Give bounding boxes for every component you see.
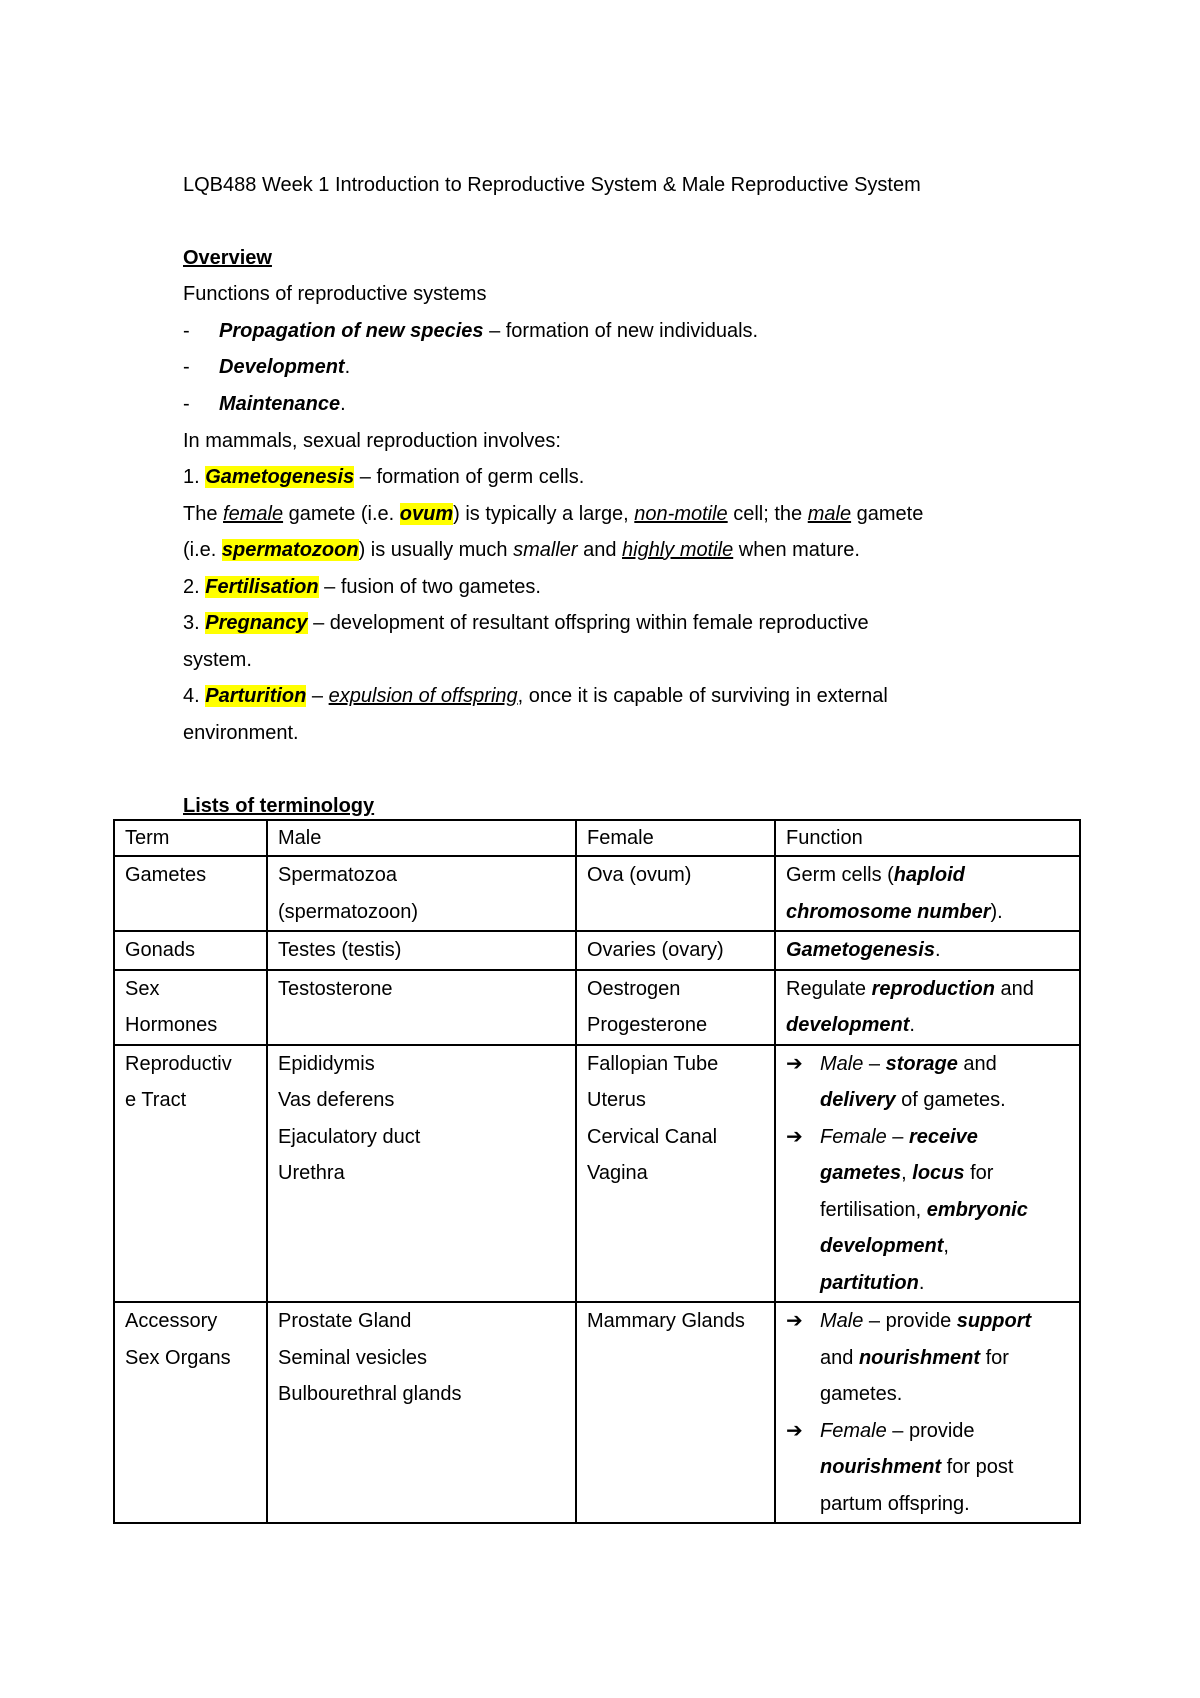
emphasis: reproduction xyxy=(871,977,995,1000)
step-term: Fertilisation xyxy=(205,576,319,598)
female-item: Ova (ovum) xyxy=(587,864,692,886)
header-male: Male xyxy=(267,820,576,856)
emphasis: Gametogenesis xyxy=(786,939,935,961)
function-line xyxy=(786,971,1073,1008)
function-line xyxy=(786,1155,1073,1192)
text: Female xyxy=(820,1419,887,1442)
text: Germ cells ( xyxy=(786,864,894,886)
header-term: Term xyxy=(114,820,267,856)
mammals-intro: In mammals, sexual reproduction involves: xyxy=(183,430,561,452)
cell-function xyxy=(775,931,1080,970)
male-item: Ejaculatory duct xyxy=(278,1125,421,1148)
step-pregnancy xyxy=(183,610,869,636)
function-line xyxy=(786,1340,1073,1377)
bullet-text: – formation of new individuals. xyxy=(483,320,759,342)
function-line xyxy=(786,932,1073,969)
text: of gametes. xyxy=(895,1089,1006,1111)
male-term: male xyxy=(807,503,852,525)
bullet-development xyxy=(183,354,350,380)
emphasis: nourishment xyxy=(820,1456,942,1478)
emphasis: receive xyxy=(908,1125,978,1148)
bullet-dash: - xyxy=(183,356,190,378)
cell-female xyxy=(576,1045,775,1303)
table-row-reproductive-tract xyxy=(114,1045,1080,1303)
female-item: Oestrogen xyxy=(587,977,681,1000)
text: and xyxy=(577,539,623,561)
function-line xyxy=(786,1082,1073,1119)
terminology-heading: Lists of terminology xyxy=(183,795,375,817)
bullet-text: . xyxy=(340,393,346,415)
bullet-term: Development xyxy=(219,356,345,378)
functions-heading: Functions of reproductive systems xyxy=(183,283,487,305)
function-line xyxy=(786,857,1073,894)
cell-function xyxy=(775,856,1080,931)
bullet-maintenance xyxy=(183,391,346,417)
function-line xyxy=(786,1046,1073,1083)
text: Regulate xyxy=(786,977,872,1000)
emphasis: haploid xyxy=(893,864,965,886)
text: when mature. xyxy=(733,539,860,561)
text: for post xyxy=(941,1456,1014,1478)
step-parturition xyxy=(183,683,888,709)
table-row-gonads xyxy=(114,931,1080,970)
text: Male xyxy=(820,1310,864,1332)
text: . xyxy=(918,1271,925,1294)
text: – xyxy=(886,1125,909,1148)
function-line xyxy=(786,1303,1073,1340)
ovum-term: ovum xyxy=(399,503,454,525)
male-item: Epididymis xyxy=(278,1052,375,1075)
text: for xyxy=(964,1162,994,1184)
arrow-icon: ➔ xyxy=(786,1310,803,1332)
function-line xyxy=(786,1192,1073,1229)
text: and xyxy=(994,977,1034,1000)
arrow-icon: ➔ xyxy=(786,1419,803,1442)
function-line xyxy=(786,1119,1073,1156)
text: ) is typically a large, xyxy=(453,503,635,525)
step-term: Pregnancy xyxy=(205,612,308,634)
header-female: Female xyxy=(576,820,775,856)
term-text: Sex xyxy=(125,977,160,1000)
cell-function xyxy=(775,970,1080,1045)
emphasis: embryonic xyxy=(926,1198,1028,1221)
text: . xyxy=(934,939,941,961)
highly-motile-term: highly motile xyxy=(622,539,734,561)
cell-male xyxy=(267,1045,576,1303)
term-text: Sex Organs xyxy=(125,1346,231,1369)
function-line xyxy=(786,1228,1073,1265)
terminology-table xyxy=(113,819,1081,1524)
gamete-description-line1 xyxy=(183,501,923,527)
function-line: gametes. xyxy=(820,1383,903,1405)
function-line: partum offspring. xyxy=(820,1492,970,1515)
expulsion-term: expulsion of offspring xyxy=(328,685,518,707)
arrow-icon: ➔ xyxy=(786,1052,803,1075)
term-text: Accessory xyxy=(125,1310,218,1332)
text: Female xyxy=(820,1125,887,1148)
emphasis: support xyxy=(956,1310,1032,1332)
text: fertilisation, xyxy=(820,1198,927,1221)
step-text: – formation of germ cells. xyxy=(354,466,585,488)
male-item: Testosterone xyxy=(278,977,393,1000)
step-number: 3. xyxy=(183,612,206,634)
text: The xyxy=(183,503,224,525)
emphasis: chromosome number xyxy=(786,900,991,923)
cell-male xyxy=(267,1302,576,1523)
bullet-term: Propagation of new species xyxy=(219,320,484,342)
function-line xyxy=(786,894,1073,931)
step-text: , once it is capable of surviving in external xyxy=(517,685,888,707)
step-number: 1. xyxy=(183,466,206,488)
text: – provide xyxy=(886,1419,975,1442)
cell-male xyxy=(267,970,576,1045)
term-text: Reproductiv xyxy=(125,1052,232,1075)
text: and xyxy=(820,1346,859,1369)
female-item: Vagina xyxy=(587,1162,648,1184)
step-text: – xyxy=(306,685,329,707)
text: gamete (i.e. xyxy=(283,503,400,525)
gamete-description-line2 xyxy=(183,537,860,563)
spermatozoon-term: spermatozoon xyxy=(221,539,359,561)
emphasis: nourishment xyxy=(858,1346,981,1369)
text: – xyxy=(863,1052,886,1075)
text: . xyxy=(909,1014,915,1036)
table-row-sex-hormones xyxy=(114,970,1080,1045)
cell-female xyxy=(576,931,775,970)
emphasis: storage xyxy=(885,1052,958,1075)
text: ). xyxy=(990,900,1003,923)
step-number: 4. xyxy=(183,685,206,707)
cell-female xyxy=(576,856,775,931)
cell-term xyxy=(114,856,267,931)
emphasis: development xyxy=(786,1014,910,1036)
male-item: Prostate Gland xyxy=(278,1310,412,1332)
term-text: Gonads xyxy=(125,939,196,961)
male-item: Vas deferens xyxy=(278,1089,395,1111)
term-text: e Tract xyxy=(125,1089,187,1111)
female-item: Mammary Glands xyxy=(587,1310,745,1332)
cell-male xyxy=(267,931,576,970)
cell-female xyxy=(576,970,775,1045)
cell-function xyxy=(775,1302,1080,1523)
text: – provide xyxy=(863,1310,957,1332)
non-motile-term: non-motile xyxy=(634,503,728,525)
text: , xyxy=(943,1235,949,1257)
step-number: 2. xyxy=(183,576,206,598)
female-item: Progesterone xyxy=(587,1014,708,1036)
cell-function xyxy=(775,1045,1080,1303)
cell-term xyxy=(114,1302,267,1523)
text: for xyxy=(980,1346,1009,1369)
emphasis: locus xyxy=(912,1162,965,1184)
function-line xyxy=(786,1265,1073,1302)
function-line xyxy=(786,1413,1073,1450)
male-item: Testes (testis) xyxy=(278,939,402,961)
document-title: LQB488 Week 1 Introduction to Reproductive System & Male Reproductive System xyxy=(183,174,921,196)
text: (i.e. xyxy=(183,539,222,561)
cell-term xyxy=(114,931,267,970)
bullet-dash: - xyxy=(183,393,190,415)
text: , xyxy=(901,1162,913,1184)
overview-heading: Overview xyxy=(183,247,272,269)
step-text: – development of resultant offspring within female reproductive xyxy=(307,612,869,634)
function-line xyxy=(786,1449,1073,1486)
cell-female xyxy=(576,1302,775,1523)
bullet-dash: - xyxy=(183,320,190,342)
term-text: Gametes xyxy=(125,864,207,886)
female-item: Uterus xyxy=(587,1089,646,1111)
text: Male xyxy=(820,1052,864,1075)
table-row-accessory-sex-organs xyxy=(114,1302,1080,1523)
step-pregnancy-cont: system. xyxy=(183,649,252,671)
function-line xyxy=(786,1007,1073,1044)
female-item: Ovaries (ovary) xyxy=(587,939,724,961)
cell-male xyxy=(267,856,576,931)
step-term: Gametogenesis xyxy=(205,466,355,488)
cell-term xyxy=(114,1045,267,1303)
female-term: female xyxy=(223,503,284,525)
arrow-icon: ➔ xyxy=(786,1125,803,1148)
step-text: – fusion of two gametes. xyxy=(318,576,541,598)
female-item: Fallopian Tube xyxy=(587,1052,719,1075)
smaller-term: smaller xyxy=(513,539,578,561)
emphasis: delivery xyxy=(820,1089,896,1111)
cell-term xyxy=(114,970,267,1045)
step-gametogenesis xyxy=(183,464,584,490)
table-header-row xyxy=(114,820,1080,856)
bullet-term: Maintenance xyxy=(219,393,341,415)
text: gamete xyxy=(851,503,924,525)
male-item: Spermatozoa xyxy=(278,864,397,886)
emphasis: partitution xyxy=(820,1271,919,1294)
term-text: Hormones xyxy=(125,1014,218,1036)
male-item: Bulbourethral glands xyxy=(278,1383,462,1405)
emphasis: gametes xyxy=(820,1162,902,1184)
text: cell; the xyxy=(727,503,808,525)
male-item: Urethra xyxy=(278,1162,345,1184)
bullet-propagation xyxy=(183,318,758,344)
male-item: Seminal vesicles xyxy=(278,1346,427,1369)
table-row-gametes xyxy=(114,856,1080,931)
step-term: Parturition xyxy=(205,685,307,707)
step-parturition-cont: environment. xyxy=(183,722,299,744)
female-item: Cervical Canal xyxy=(587,1125,718,1148)
emphasis: development xyxy=(820,1235,944,1257)
bullet-text: . xyxy=(344,356,351,378)
male-item: (spermatozoon) xyxy=(278,900,419,923)
text: and xyxy=(957,1052,997,1075)
text: ) is usually much xyxy=(358,539,514,561)
header-function: Function xyxy=(775,820,1080,856)
step-fertilisation xyxy=(183,574,541,600)
